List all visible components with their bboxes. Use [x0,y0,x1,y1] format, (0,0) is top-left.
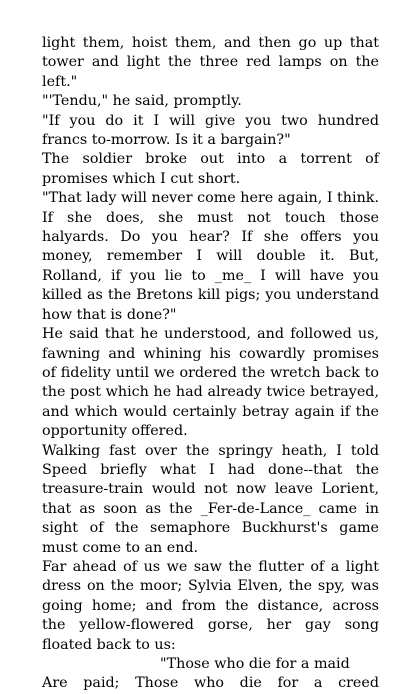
paragraph-promises: The soldier broke out into a torrent of promises which I cut short. [42,151,379,187]
paragraph-moor: Far ahead of us we saw the flutter of a light dress on the moor; Sylvia Elven, the spy, was going home; and from the distance, across the yellow-flowered gorse, her gay song floated back to us: [42,558,379,653]
paragraph-betrayal: He said that he understood, and followed us, fawning and whining his cowardly promises of fidelity until we ordered the wretch back to the post which he had already twice betrayed, and which would certainly betray again if the opportunity offered. [42,326,379,440]
paragraph-tendu: "'Tendu," he said, promptly. [42,93,242,110]
paragraph-heath: Walking fast over the springy heath, I told Speed briefly what I had done--that the treasure-train would not now leave Lorient, that as soon as the _Fer-de-Lance_ came in sight of the semaphore Buckhurst's game must come to an end. [42,442,379,556]
verse-line-2: Are paid; Those who die for a creed [42,675,379,692]
verse-line-1: "Those who die for a maid [160,656,350,672]
paragraph-threat: "That lady will never come here again, I think. If she does, she must not touch those halyards. Do you hear? If she offers you money, remember I will double it. But, Rolland, if you lie to _me_ I will have you killed as the Bretons kill pigs; you understand how that is done?" [42,190,379,323]
paragraph-lamps: light them, hoist them, and then go up that tower and light the three red lamps on the left." [42,35,379,90]
paragraph-bargain: "If you do it I will give you two hundred francs to-morrow. Is it a bargain?" [42,112,379,149]
document-page [42,34,379,694]
